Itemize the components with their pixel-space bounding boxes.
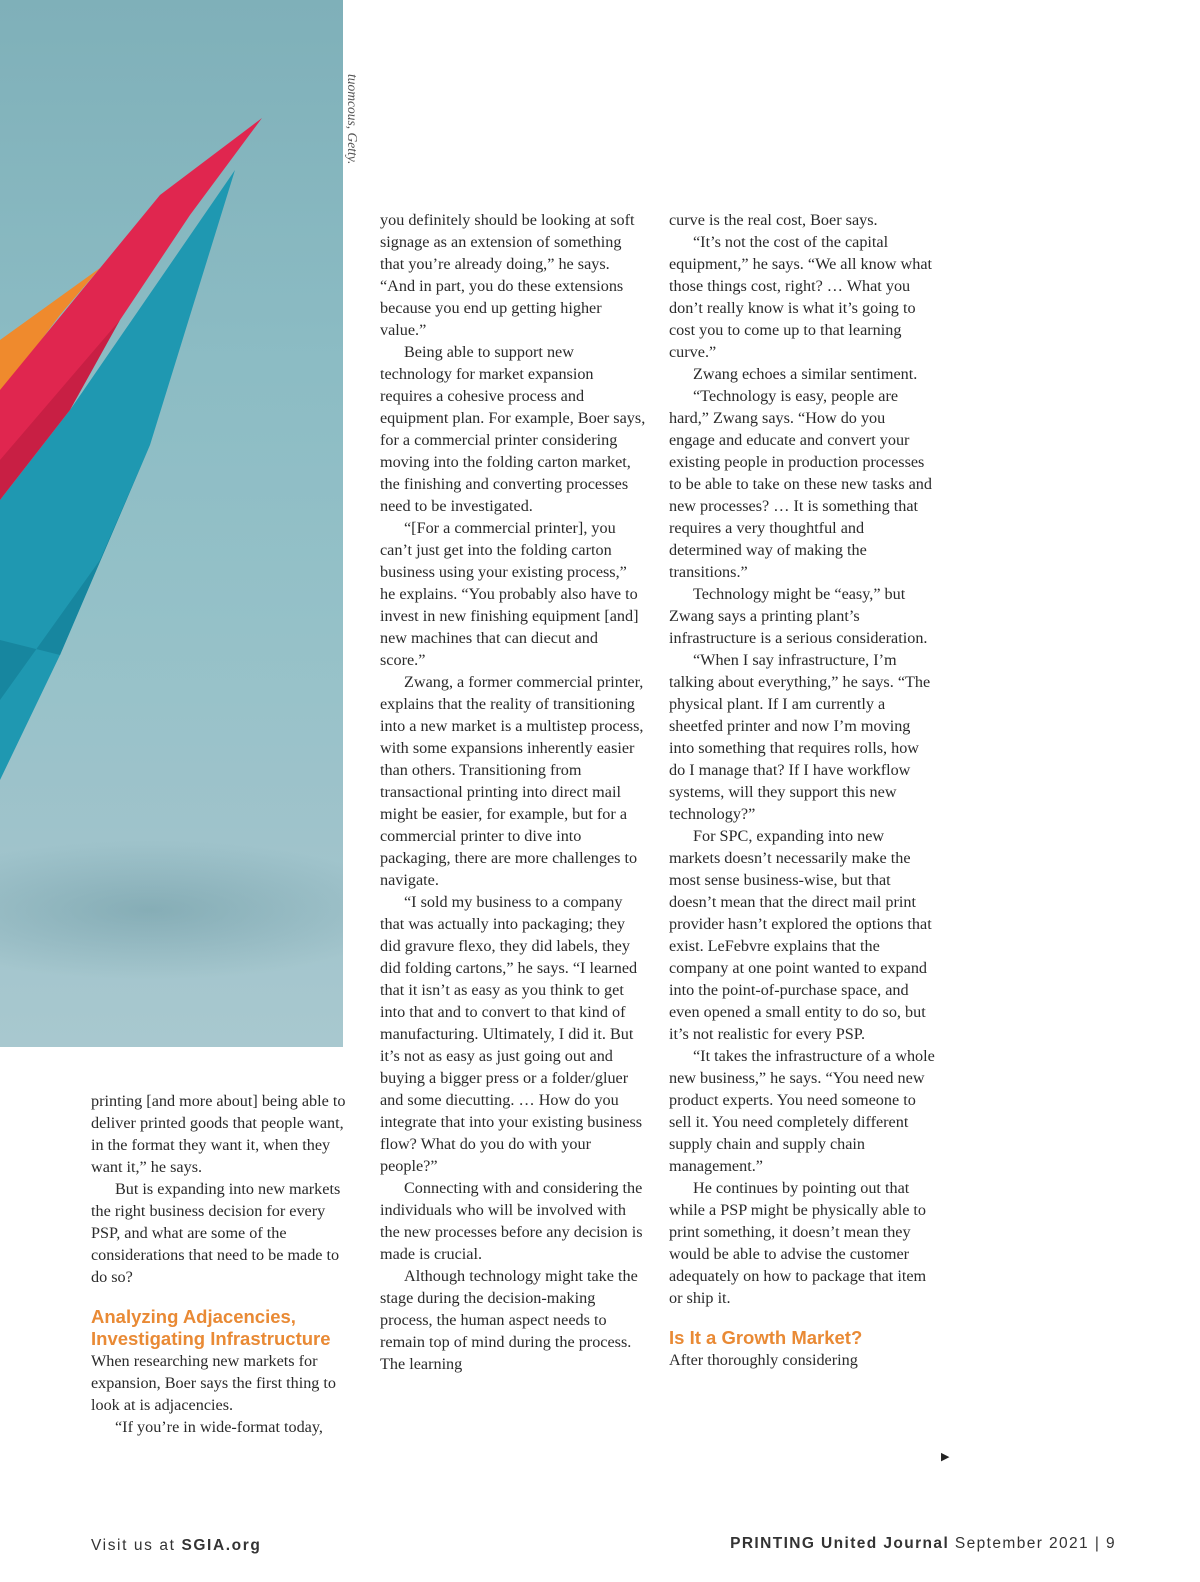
publication-name: PRINTING United Journal <box>730 1535 950 1552</box>
footer-website <box>91 1537 261 1555</box>
section-heading: Is It a Growth Market? <box>669 1327 863 1348</box>
paragraph: printing [and more about] being able to deliver printed goods that people want, in the format they want it, when they want it,” he says. <box>91 1092 346 1176</box>
paragraph: “It takes the infrastructure of a whole new business,” he says. “You need new product experts. You need someone to sell it. You need completely different supply chain and supply chain management.” <box>669 1047 935 1175</box>
paragraph: “[For a commercial printer], you can’t just get into the folding carton business using your existing process,” he explains. “You probably also have to invest in new finishing equipment [and] new machines that can diecut and score.” <box>380 519 639 669</box>
paper-airplane-illustration <box>0 0 343 1047</box>
article-column-3 <box>669 209 935 1371</box>
paper-airplane-photo <box>0 0 343 1047</box>
footer-folio <box>730 1535 1116 1553</box>
paragraph: He continues by pointing out that while a PSP might be physically able to print something, it doesn’t mean they would be able to advise the customer adequately on how to package that item or ship it. <box>669 1179 927 1307</box>
paragraph: Zwang, a former commercial printer, explains that the reality of transitioning into a new market is a multistep process, with some expansions inherently easier than others. Transitioning from transactional printing into direct mail might be easier, for example, but for a commercial printer to dive into packaging, there are more challenges to navigate. <box>380 673 644 889</box>
page-number: 9 <box>1105 1535 1116 1552</box>
paragraph: you definitely should be looking at soft signage as an extension of something that you’re already doing,” he says. “And in part, you do these extensions because you end up getting higher value.” <box>380 211 635 339</box>
issue-date: September 2021 <box>954 1535 1090 1552</box>
paragraph: When researching new markets for expansion, Boer says the first thing to look at is adjacencies. <box>91 1352 337 1414</box>
article-column-1 <box>91 1090 355 1438</box>
paragraph: “Technology is easy, people are hard,” Zwang says. “How do you engage and educate and convert your existing people in production processes to be able to take on these new tasks and new processes? … It is something that requires a very thoughtful and determined way of making the transitions.” <box>669 387 932 581</box>
plane-shadow <box>0 840 343 980</box>
paragraph: curve is the real cost, Boer says. <box>669 211 878 229</box>
section-heading: Analyzing Adjacencies, Investigating Infrastructure <box>91 1306 331 1349</box>
article-column-2 <box>380 209 646 1375</box>
photo-credit: tuomcous, Getty. <box>345 74 360 165</box>
right-triangle-icon: ▶ <box>941 1450 950 1463</box>
paragraph: “It’s not the cost of the capital equipment,” he says. “We all know what those things cost, right? … What you don’t really know is what it’s going to cost you to come up to that learning curve.” <box>669 233 933 361</box>
paragraph: Zwang echoes a similar sentiment. <box>693 365 918 383</box>
footer-visit-text: Visit us at <box>91 1537 176 1554</box>
paragraph: After thoroughly considering <box>669 1351 858 1369</box>
paragraph: “When I say infrastructure, I’m talking about everything,” he says. “The physical plant. If I am currently a sheetfed printer and now I’m moving into something that requires rolls, how do I manage that? If I have workflow systems, will they support this new technology?” <box>669 651 931 823</box>
paragraph: But is expanding into new markets the right business decision for every PSP, and what are some of the considerations that need to be made to do so? <box>91 1180 341 1286</box>
folio-separator: | <box>1094 1535 1101 1552</box>
paragraph: Technology might be “easy,” but Zwang says a printing plant’s infrastructure is a serious consideration. <box>669 585 928 647</box>
paragraph: Although technology might take the stage during the decision-making process, the human aspect needs to remain top of mind during the process. The learning <box>380 1267 638 1373</box>
paragraph: For SPC, expanding into new markets doesn’t necessarily make the most sense business-wise, but that doesn’t mean that the direct mail print provider hasn’t explored the options that exist. LeFebvre explains that the company at one point wanted to expand into the point-of-purchase space, and even opened a small entity to do so, but it’s not realistic for every PSP. <box>669 827 932 1043</box>
footer-site-link[interactable]: SGIA.org <box>181 1537 262 1554</box>
paragraph: Connecting with and considering the individuals who will be involved with the new processes before any decision is made is crucial. <box>380 1179 643 1263</box>
paragraph: Being able to support new technology for market expansion requires a cohesive process and equipment plan. For example, Boer says, for a commercial printer considering moving into the folding carton market, the finishing and converting processes need to be investigated. <box>380 343 646 515</box>
paragraph: “If you’re in wide-format today, <box>115 1418 323 1436</box>
paragraph: “I sold my business to a company that was actually into packaging; they did gravure flexo, they did labels, they did folding cartons,” he says. “I learned that it isn’t as easy as you think to get into that and to convert to that kind of manufacturing. Ultimately, I did it. But it’s not as easy as just going out and buying a bigger press or a folder/gluer and some diecutting. … How do you integrate that into your existing business flow? What do you do with your people?” <box>380 893 643 1175</box>
